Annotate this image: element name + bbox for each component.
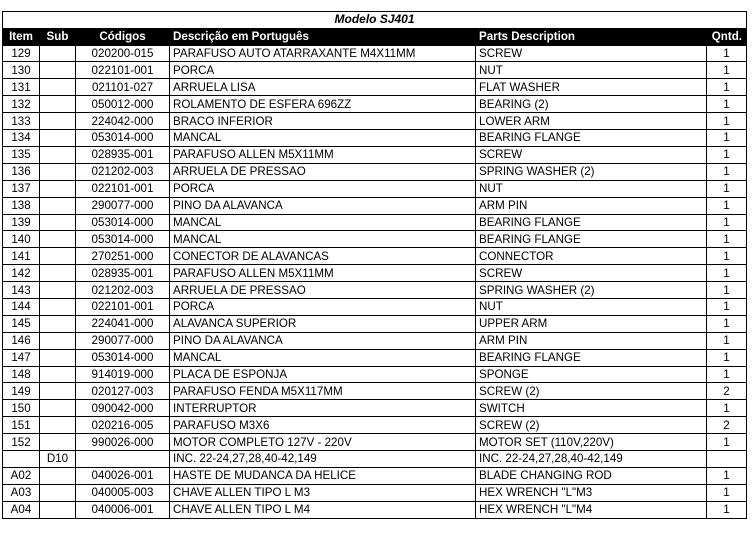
table-row [3, 434, 747, 451]
cell-item: 144 [3, 298, 40, 315]
cell-sub [40, 265, 76, 282]
cell-description-en: NUT [476, 62, 707, 79]
table-row [3, 484, 747, 501]
table-row [3, 298, 747, 315]
cell-description-pt: PLACA DE ESPONJA [170, 366, 476, 383]
cell-item: 139 [3, 214, 40, 231]
cell-sub [40, 146, 76, 163]
header-code: Códigos [76, 28, 170, 45]
cell-description-pt: MANCAL [170, 214, 476, 231]
cell-quantity: 1 [707, 484, 747, 501]
cell-description-en: SCREW (2) [476, 417, 707, 434]
cell-sub [40, 282, 76, 299]
table-row [3, 62, 747, 79]
cell-description-en: BLADE CHANGING ROD [476, 467, 707, 484]
cell-item: A03 [3, 484, 40, 501]
cell-quantity: 1 [707, 231, 747, 248]
cell-item: 136 [3, 163, 40, 180]
cell-sub [40, 130, 76, 147]
cell-description-pt: MANCAL [170, 231, 476, 248]
cell-quantity: 1 [707, 501, 747, 518]
table-row [3, 400, 747, 417]
table-row [3, 349, 747, 366]
cell-description-en: BEARING FLANGE [476, 349, 707, 366]
cell-sub [40, 79, 76, 96]
table-row [3, 450, 747, 467]
cell-sub [40, 417, 76, 434]
cell-description-pt: PARAFUSO ALLEN M5X11MM [170, 265, 476, 282]
table-row [3, 383, 747, 400]
cell-code [76, 450, 170, 467]
cell-quantity [707, 450, 747, 467]
table-row [3, 130, 747, 147]
cell-sub [40, 400, 76, 417]
cell-item: 151 [3, 417, 40, 434]
cell-item: 133 [3, 113, 40, 130]
cell-code: 021101-027 [76, 79, 170, 96]
cell-description-en: NUT [476, 298, 707, 315]
cell-sub [40, 434, 76, 451]
table-row [3, 113, 747, 130]
cell-description-en: SWITCH [476, 400, 707, 417]
cell-description-pt: HASTE DE MUDANCA DA HELICE [170, 467, 476, 484]
cell-description-pt: BRACO INFERIOR [170, 113, 476, 130]
cell-code: 020127-003 [76, 383, 170, 400]
table-row [3, 197, 747, 214]
table-row [3, 248, 747, 265]
cell-sub [40, 248, 76, 265]
cell-quantity: 2 [707, 383, 747, 400]
cell-description-pt: PINO DA ALAVANCA [170, 332, 476, 349]
cell-description-pt: PORCA [170, 62, 476, 79]
cell-sub [40, 96, 76, 113]
cell-item: 137 [3, 180, 40, 197]
cell-description-en: SCREW [476, 146, 707, 163]
table-row [3, 96, 747, 113]
cell-code: 914019-000 [76, 366, 170, 383]
cell-description-en: CONNECTOR [476, 248, 707, 265]
cell-sub [40, 349, 76, 366]
cell-code: 020200-015 [76, 45, 170, 62]
cell-quantity: 1 [707, 113, 747, 130]
cell-code: 053014-000 [76, 214, 170, 231]
cell-item: 131 [3, 79, 40, 96]
cell-item: 143 [3, 282, 40, 299]
cell-description-en: SCREW (2) [476, 383, 707, 400]
header-quantity: Qntd. [707, 28, 747, 45]
cell-quantity: 2 [707, 417, 747, 434]
cell-sub [40, 231, 76, 248]
cell-description-pt: CHAVE ALLEN TIPO L M4 [170, 501, 476, 518]
cell-code: 090042-000 [76, 400, 170, 417]
cell-quantity: 1 [707, 467, 747, 484]
cell-item: A04 [3, 501, 40, 518]
table-row [3, 231, 747, 248]
cell-description-en: HEX WRENCH "L"M4 [476, 501, 707, 518]
header-item: Item [3, 28, 40, 45]
table-row [3, 79, 747, 96]
cell-sub [40, 113, 76, 130]
cell-description-pt: PORCA [170, 180, 476, 197]
table-row [3, 45, 747, 62]
cell-description-en: SPRING WASHER (2) [476, 163, 707, 180]
header-sub: Sub [40, 28, 76, 45]
table-row [3, 501, 747, 518]
cell-sub [40, 163, 76, 180]
cell-description-pt: ARRUELA LISA [170, 79, 476, 96]
cell-quantity: 1 [707, 180, 747, 197]
cell-description-en: SPONGE [476, 366, 707, 383]
cell-description-en: FLAT WASHER [476, 79, 707, 96]
cell-code: 021202-003 [76, 282, 170, 299]
cell-quantity: 1 [707, 96, 747, 113]
parts-table [2, 11, 747, 519]
cell-quantity: 1 [707, 197, 747, 214]
parts-list-sheet [2, 11, 747, 519]
cell-description-en: UPPER ARM [476, 315, 707, 332]
cell-code: 290077-000 [76, 197, 170, 214]
table-row [3, 146, 747, 163]
cell-description-pt: PARAFUSO M3X6 [170, 417, 476, 434]
cell-description-pt: PORCA [170, 298, 476, 315]
cell-sub [40, 366, 76, 383]
cell-description-pt: ROLAMENTO DE ESFERA 696ZZ [170, 96, 476, 113]
cell-sub [40, 197, 76, 214]
header-description-pt: Descrição em Português [170, 28, 476, 45]
cell-description-en: SCREW [476, 45, 707, 62]
cell-description-en: INC. 22-24,27,28,40-42,149 [476, 450, 707, 467]
cell-description-en: LOWER ARM [476, 113, 707, 130]
cell-code: 020216-005 [76, 417, 170, 434]
cell-item: 149 [3, 383, 40, 400]
cell-sub [40, 214, 76, 231]
cell-code: 022101-001 [76, 62, 170, 79]
cell-code: 022101-001 [76, 180, 170, 197]
cell-quantity: 1 [707, 400, 747, 417]
cell-description-en: NUT [476, 180, 707, 197]
cell-description-en: HEX WRENCH "L"M3 [476, 484, 707, 501]
cell-sub [40, 45, 76, 62]
cell-description-pt: ARRUELA DE PRESSAO [170, 163, 476, 180]
cell-quantity: 1 [707, 349, 747, 366]
cell-code: 050012-000 [76, 96, 170, 113]
cell-quantity: 1 [707, 45, 747, 62]
cell-quantity: 1 [707, 62, 747, 79]
cell-item: 129 [3, 45, 40, 62]
cell-description-pt: PARAFUSO ALLEN M5X11MM [170, 146, 476, 163]
cell-item: 142 [3, 265, 40, 282]
cell-item: 147 [3, 349, 40, 366]
table-row [3, 180, 747, 197]
table-row [3, 366, 747, 383]
cell-code: 290077-000 [76, 332, 170, 349]
cell-quantity: 1 [707, 214, 747, 231]
cell-quantity: 1 [707, 298, 747, 315]
cell-item: 150 [3, 400, 40, 417]
cell-item: 135 [3, 146, 40, 163]
cell-quantity: 1 [707, 248, 747, 265]
cell-code: 040005-003 [76, 484, 170, 501]
cell-description-en: BEARING FLANGE [476, 231, 707, 248]
table-row [3, 282, 747, 299]
cell-description-en: SCREW [476, 265, 707, 282]
cell-item [3, 450, 40, 467]
cell-description-en: SPRING WASHER (2) [476, 282, 707, 299]
table-row [3, 265, 747, 282]
cell-code: 028935-001 [76, 146, 170, 163]
cell-quantity: 1 [707, 79, 747, 96]
cell-description-pt: MANCAL [170, 349, 476, 366]
cell-description-en: ARM PIN [476, 197, 707, 214]
cell-description-en: BEARING FLANGE [476, 130, 707, 147]
cell-quantity: 1 [707, 146, 747, 163]
cell-description-pt: PINO DA ALAVANCA [170, 197, 476, 214]
cell-item: A02 [3, 467, 40, 484]
cell-item: 146 [3, 332, 40, 349]
header-description-en: Parts Description [476, 28, 707, 45]
cell-item: 132 [3, 96, 40, 113]
cell-item: 130 [3, 62, 40, 79]
cell-code: 022101-001 [76, 298, 170, 315]
cell-description-pt: INC. 22-24,27,28,40-42,149 [170, 450, 476, 467]
cell-code: 040026-001 [76, 467, 170, 484]
cell-description-pt: ALAVANCA SUPERIOR [170, 315, 476, 332]
cell-description-en: ARM PIN [476, 332, 707, 349]
cell-code: 021202-003 [76, 163, 170, 180]
cell-quantity: 1 [707, 282, 747, 299]
cell-description-pt: CHAVE ALLEN TIPO L M3 [170, 484, 476, 501]
cell-code: 040006-001 [76, 501, 170, 518]
cell-quantity: 1 [707, 130, 747, 147]
table-row [3, 163, 747, 180]
cell-item: 138 [3, 197, 40, 214]
cell-item: 148 [3, 366, 40, 383]
cell-sub [40, 298, 76, 315]
parts-table-body [3, 45, 747, 518]
cell-description-pt: PARAFUSO FENDA M5X117MM [170, 383, 476, 400]
table-row [3, 417, 747, 434]
cell-item: 140 [3, 231, 40, 248]
cell-sub: D10 [40, 450, 76, 467]
cell-quantity: 1 [707, 366, 747, 383]
cell-item: 141 [3, 248, 40, 265]
cell-quantity: 1 [707, 265, 747, 282]
cell-quantity: 1 [707, 332, 747, 349]
cell-sub [40, 383, 76, 400]
cell-description-pt: PARAFUSO AUTO ATARRAXANTE M4X11MM [170, 45, 476, 62]
cell-sub [40, 62, 76, 79]
cell-quantity: 1 [707, 163, 747, 180]
cell-sub [40, 315, 76, 332]
table-row [3, 332, 747, 349]
table-row [3, 214, 747, 231]
cell-description-en: MOTOR SET (110V,220V) [476, 434, 707, 451]
cell-description-pt: MOTOR COMPLETO 127V - 220V [170, 434, 476, 451]
cell-code: 270251-000 [76, 248, 170, 265]
cell-code: 028935-001 [76, 265, 170, 282]
cell-code: 224041-000 [76, 315, 170, 332]
cell-description-pt: CONECTOR DE ALAVANCAS [170, 248, 476, 265]
cell-code: 990026-000 [76, 434, 170, 451]
model-title: Modelo SJ401 [3, 12, 747, 29]
title-row [3, 12, 747, 29]
cell-sub [40, 484, 76, 501]
cell-code: 053014-000 [76, 130, 170, 147]
cell-description-pt: INTERRUPTOR [170, 400, 476, 417]
cell-description-en: BEARING FLANGE [476, 214, 707, 231]
cell-quantity: 1 [707, 434, 747, 451]
cell-code: 224042-000 [76, 113, 170, 130]
table-row [3, 315, 747, 332]
cell-description-en: BEARING (2) [476, 96, 707, 113]
cell-code: 053014-000 [76, 349, 170, 366]
cell-code: 053014-000 [76, 231, 170, 248]
cell-item: 145 [3, 315, 40, 332]
cell-sub [40, 180, 76, 197]
cell-description-pt: ARRUELA DE PRESSAO [170, 282, 476, 299]
cell-item: 152 [3, 434, 40, 451]
table-row [3, 467, 747, 484]
cell-sub [40, 332, 76, 349]
cell-sub [40, 467, 76, 484]
cell-item: 134 [3, 130, 40, 147]
cell-quantity: 1 [707, 315, 747, 332]
cell-description-pt: MANCAL [170, 130, 476, 147]
cell-sub [40, 501, 76, 518]
header-row [3, 28, 747, 45]
